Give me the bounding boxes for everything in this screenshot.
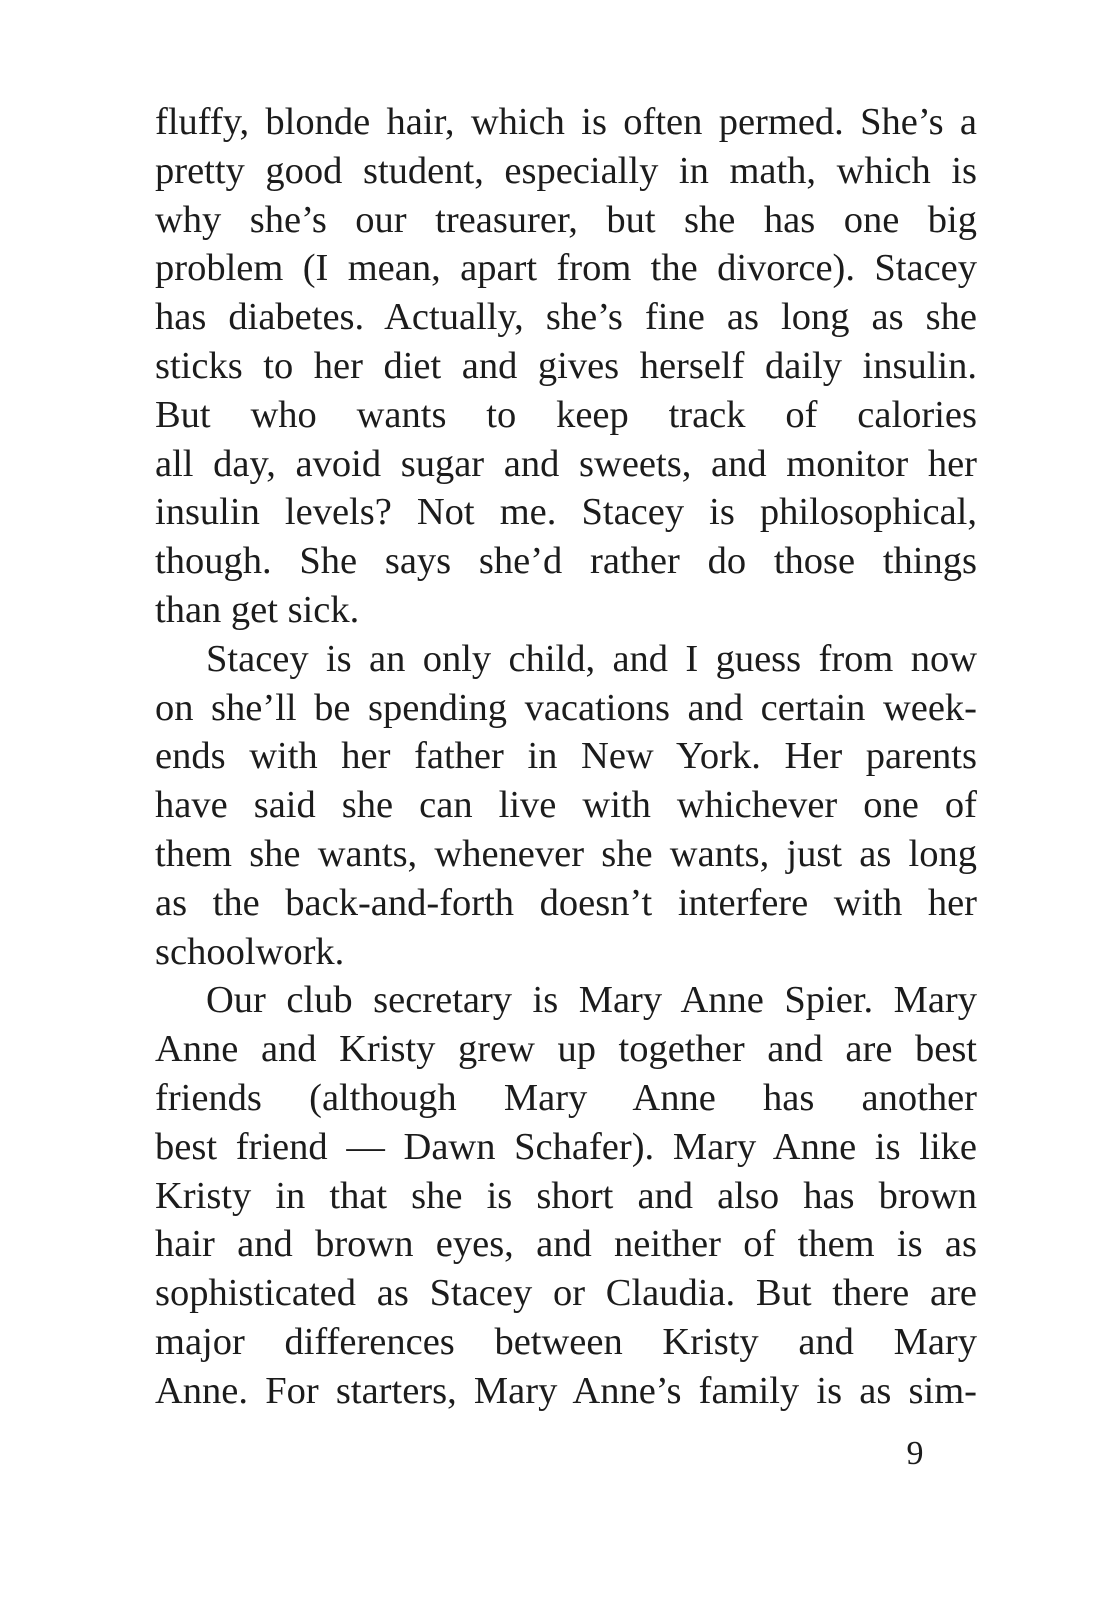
text-line: than get sick. (155, 588, 360, 631)
text-line: Anne and Kristy grew up together and are best (155, 1028, 977, 1071)
text-line: schoolwork. (155, 930, 345, 973)
text-line: insulin levels? Not me. Stacey is philosophical, (155, 491, 977, 534)
text-line: But who wants to keep track of calories (155, 393, 977, 436)
text-line: has diabetes. Actually, she’s fine as long as she (155, 296, 977, 339)
text-line: best friend — Dawn Schafer). Mary Anne is like (155, 1125, 977, 1168)
text-line: Our club secretary is Mary Anne Spier. Mary (206, 979, 977, 1022)
text-line: on she’ll be spending vacations and certain week- (155, 686, 977, 729)
body-text (155, 98, 977, 1416)
text-line: pretty good student, especially in math, which is (155, 149, 977, 192)
text-line: friends (although Mary Anne has another (155, 1076, 977, 1119)
text-line: Stacey is an only child, and I guess from now (206, 637, 977, 680)
text-line: ends with her father in New York. Her parents (155, 735, 977, 778)
text-line: Anne. For starters, Mary Anne’s family is as sim- (155, 1369, 977, 1412)
page-number: 9 (906, 1435, 924, 1472)
text-line: sticks to her diet and gives herself daily insulin. (155, 344, 977, 387)
text-line: why she’s our treasurer, but she has one big (155, 198, 977, 241)
text-line: problem (I mean, apart from the divorce). Stacey (155, 247, 977, 290)
text-line: them she wants, whenever she wants, just as long (155, 832, 977, 875)
text-line: hair and brown eyes, and neither of them is as (155, 1223, 977, 1266)
text-line: as the back-and-forth doesn’t interfere with her (155, 881, 977, 924)
text-line: major differences between Kristy and Mary (155, 1320, 977, 1363)
text-line: have said she can live with whichever one of (155, 784, 977, 827)
text-line: Kristy in that she is short and also has brown (155, 1174, 977, 1217)
text-line: fluffy, blonde hair, which is often permed. She’s a (155, 101, 977, 143)
text-line: though. She says she’d rather do those things (155, 540, 977, 583)
text-line: all day, avoid sugar and sweets, and monitor her (155, 442, 977, 485)
text-line: sophisticated as Stacey or Claudia. But there are (155, 1272, 977, 1315)
